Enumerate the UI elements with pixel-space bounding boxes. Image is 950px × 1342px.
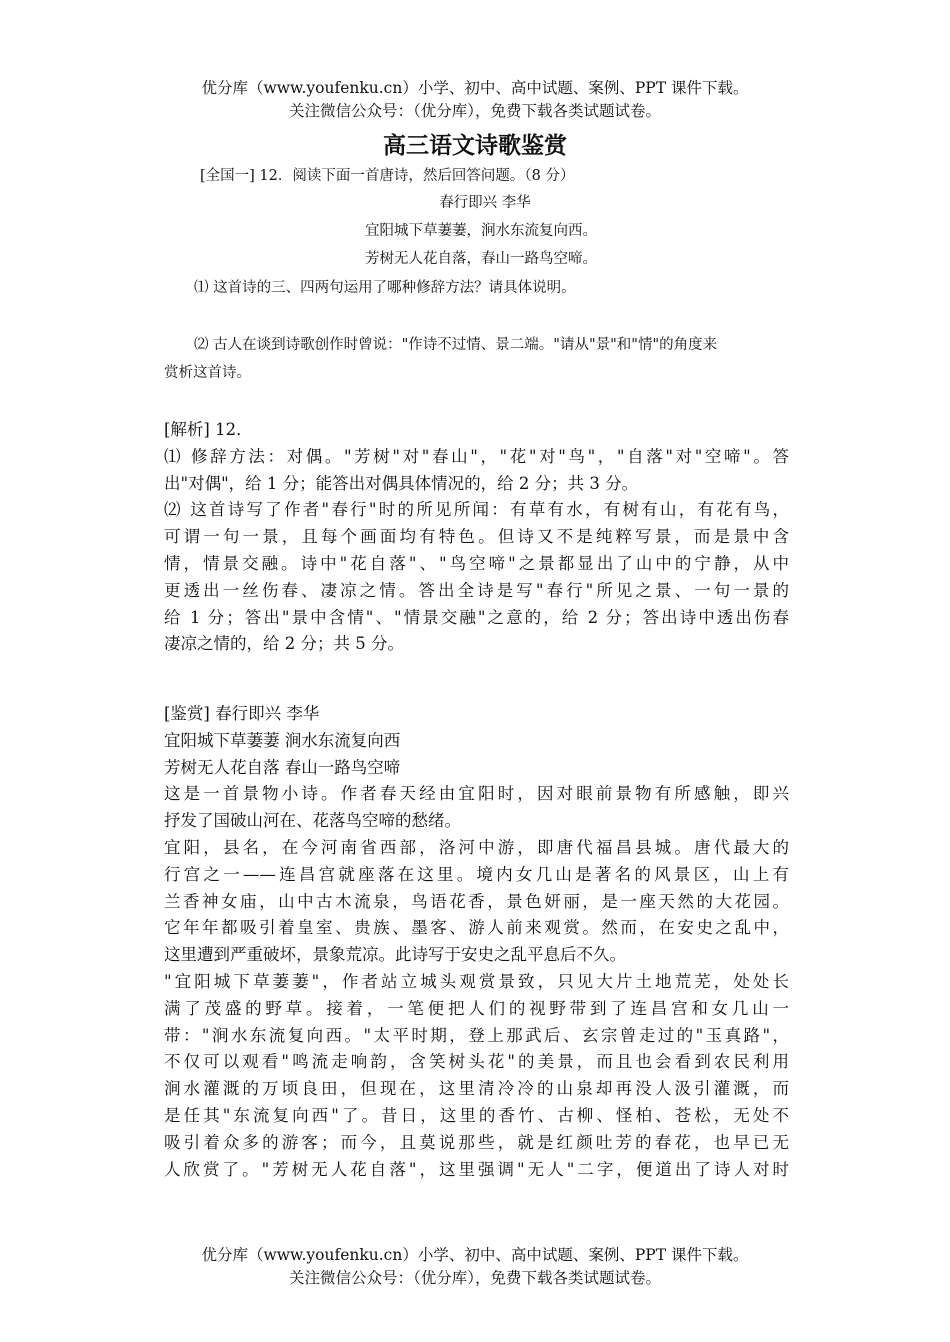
appreciation-line: 吸引着众多的游客；而今，且莫说那些，就是红颜吐芳的春花，也早已无 [164, 1132, 789, 1152]
analysis-line: 凄凉之情的，给 2 分；共 5 分。 [164, 634, 404, 654]
appreciation-section [164, 701, 789, 1183]
appreciation-poem-line-2: 芳树无人花自落 春山一路鸟空啼 [164, 757, 401, 777]
analysis-line: ⑴ 修辞方法：对偶。"芳树"对"春山"，"花"对"鸟"，"自落"对"空啼"。答 [164, 446, 789, 466]
analysis-line: 可谓一句一景，且每个画面均有特色。但诗又不是纯粹写景，而是景中含 [164, 527, 789, 547]
analysis-line: 更透出一丝伤春、凄凉之情。答出全诗是写"春行"所见之景、一句一景的 [164, 580, 789, 600]
header-line-1: 优分库（www.youfenku.cn）小学、初中、高中试题、案例、PPT 课件下载。 [201, 79, 749, 97]
question-intro: [全国一] 12．阅读下面一首唐诗，然后回答问题。（8 分） [200, 168, 575, 184]
appreciation-line: 抒发了国破山河在、花落鸟空啼的愁绪。 [164, 811, 461, 831]
appreciation-line: 行宫之一——连昌宫就座落在这里。境内女几山是著名的风景区，山上有 [164, 864, 789, 884]
appreciation-line: 兰香神女庙，山中古木流泉，鸟语花香，景色妍丽，是一座天然的大花园。 [164, 891, 789, 911]
page-header [0, 77, 950, 123]
footer-line-1: 优分库（www.youfenku.cn）小学、初中、高中试题、案例、PPT 课件下载。 [201, 1246, 749, 1264]
analysis-heading: [解析] 12． [164, 420, 253, 439]
appreciation-line: 人欣赏了。"芳树无人花自落"，这里强调"无人"二字，便道出了诗人对时 [164, 1159, 789, 1179]
analysis-line: ⑵ 这首诗写了作者"春行"时的所见所闻：有草有水，有树有山，有花有鸟， [164, 500, 789, 520]
document-title: 高三语文诗歌鉴赏 [383, 133, 567, 159]
appreciation-line: 这是一首景物小诗。作者春天经由宜阳时，因对眼前景物有所感触，即兴 [164, 784, 789, 804]
appreciation-line: 它年年都吸引着皇室、贵族、墨客、游人前来观赏。然而，在安史之乱中， [164, 918, 789, 938]
question-2-line-2: 赏析这首诗。 [164, 365, 251, 381]
appreciation-line: 这里遭到严重破坏，景象荒凉。此诗写于安史之乱平息后不久。 [164, 945, 626, 965]
footer-line-2: 关注微信公众号：（优分库），免费下载各类试题试卷。 [288, 1269, 661, 1287]
appreciation-line: 是任其"东流复向西"了。昔日，这里的香竹、古柳、怪柏、苍松，无处不 [164, 1105, 789, 1125]
appreciation-line: 带："涧水东流复向西。"太平时期，登上那武后、玄宗曾走过的"玉真路"， [164, 1025, 789, 1045]
analysis-line: 出"对偶"，给 1 分；能答出对偶具体情况的，给 2 分；共 3 分。 [164, 473, 639, 493]
appreciation-line: 涧水灌溉的万顷良田，但现在，这里清冷冷的山泉却再没人汲引灌溉，而 [164, 1079, 789, 1099]
appreciation-line: 满了茂盛的野草。接着，一笔便把人们的视野带到了连昌宫和女几山一 [164, 998, 789, 1018]
analysis-line: 给 1 分；答出"景中含情"、"情景交融"之意的，给 2 分；答出诗中透出伤春 [164, 607, 789, 627]
page-footer [0, 1244, 950, 1290]
appreciation-line: 宜阳，县名，在今河南省西部，洛河中游，即唐代福昌县城。唐代最大的 [164, 837, 789, 857]
question-1: ⑴ 这首诗的三、四两句运用了哪种修辞方法？请具体说明。 [194, 280, 576, 296]
appreciation-line: "宜阳城下草萋萋"，作者站立城头观赏景致，只见大片土地荒芜，处处长 [164, 971, 789, 991]
analysis-section [164, 417, 789, 658]
poem-line-2: 芳树无人花自落，春山一路鸟空啼。 [365, 251, 597, 267]
header-line-2: 关注微信公众号：（优分库），免费下载各类试题试卷。 [288, 102, 661, 120]
question-2-line-1: ⑵ 古人在谈到诗歌创作时曾说："作诗不过情、景二端。"请从"景"和"情"的角度来 [194, 337, 718, 353]
appreciation-heading: [鉴赏] 春行即兴 李华 [164, 704, 320, 723]
appreciation-poem-line-1: 宜阳城下草萋萋 涧水东流复向西 [164, 730, 401, 750]
poem-title: 春行即兴 李华 [439, 195, 531, 211]
poem-line-1: 宜阳城下草萋萋，涧水东流复向西。 [365, 223, 597, 239]
analysis-line: 情，情景交融。诗中"花自落"、"鸟空啼"之景都显出了山中的宁静，从中 [164, 553, 789, 573]
appreciation-line: 不仅可以观看"鸣流走响韵，含笑树头花"的美景，而且也会看到农民利用 [164, 1052, 789, 1072]
